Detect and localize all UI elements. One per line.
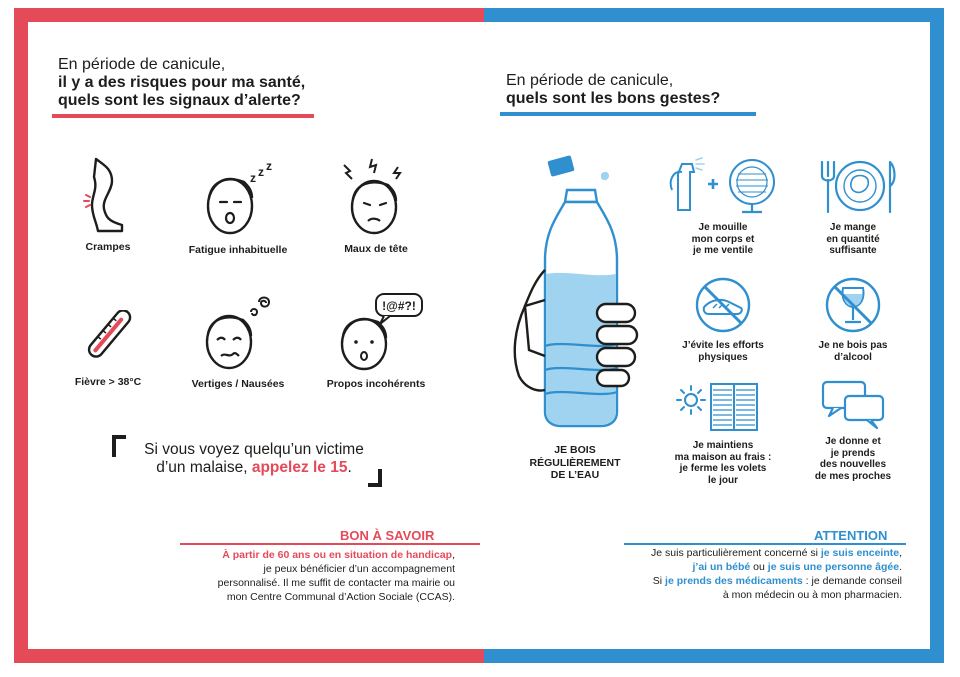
symptom-fatigue	[178, 160, 298, 256]
gesture-line: je prends	[830, 447, 876, 459]
gesture-line: physiques	[698, 351, 748, 363]
gesture-label	[668, 222, 778, 257]
left-heading-line2: il y a des risques pour ma santé,	[58, 74, 306, 91]
left-heading-line1: En période de canicule,	[58, 56, 226, 73]
symptom-label: Fièvre > 38°C	[74, 376, 142, 388]
gesture-no-alcohol	[798, 276, 908, 363]
quote-text	[134, 441, 374, 477]
gesture-line: je ferme les volets	[679, 463, 767, 474]
gesture-line: Je mouille	[698, 222, 748, 233]
gesture-line: Je donne et	[825, 436, 881, 447]
thermometer-icon	[68, 310, 148, 370]
gesture-keep-in-touch	[798, 378, 908, 482]
attention-period: .	[899, 561, 902, 573]
gesture-label	[668, 340, 778, 363]
gesture-line: Je mange	[829, 222, 877, 233]
gesture-label	[668, 440, 778, 486]
chat-bubbles-icon	[813, 378, 893, 430]
right-heading-line2: quels sont les bons gestes?	[506, 90, 721, 107]
gesture-line: Je ne bois pas	[818, 340, 888, 351]
right-heading-line1: En période de canicule,	[506, 72, 674, 89]
attention-pregnant: je suis enceinte	[820, 547, 900, 559]
quote-line1: Si vous voyez quelqu’un victime	[144, 441, 364, 458]
attention-rule	[624, 543, 906, 545]
no-running-icon	[691, 276, 755, 334]
gesture-line: en quantité	[826, 233, 880, 245]
symptom-headache	[316, 155, 436, 255]
gesture-label	[798, 222, 908, 257]
attention-line1: Je suis particulièrement concerné si	[651, 547, 821, 559]
symptom-label: Crampes	[85, 241, 131, 253]
no-alcohol-icon	[821, 276, 885, 334]
bon-a-savoir-comma: ,	[452, 549, 455, 561]
left-heading	[58, 56, 305, 110]
right-heading	[506, 72, 720, 108]
symptom-confused	[316, 290, 436, 390]
dizzy-face-icon	[193, 290, 283, 372]
symptom-label: Maux de tête	[344, 243, 408, 255]
spray-fan-icon	[668, 150, 788, 216]
quote-end: .	[347, 459, 352, 476]
bottle-label	[520, 444, 630, 482]
sun-shutters-icon	[673, 382, 773, 434]
gesture-line: des nouvelles	[819, 459, 887, 470]
confused-face-icon	[326, 290, 426, 372]
gesture-eat	[798, 158, 908, 257]
bon-a-savoir-line4: mon Centre Communal d’Action Sociale (CCAS).	[226, 591, 455, 603]
bon-a-savoir-rule	[180, 543, 480, 545]
attention-elderly: je suis une personne âgée	[767, 561, 900, 573]
gesture-line: Je maintiens	[692, 440, 754, 451]
attention-advice: : je demande conseil	[802, 575, 902, 587]
symptom-label: Propos incohérents	[326, 378, 426, 390]
gesture-line: J’évite les efforts	[682, 340, 764, 351]
quote-call-15: appelez le 15	[251, 459, 348, 476]
gesture-line: d’alcool	[834, 351, 872, 363]
svg-text:z: z	[250, 171, 256, 185]
attention-medication: je prends des médicaments	[665, 575, 803, 587]
attention-text	[606, 546, 902, 602]
attention-comma: ,	[899, 547, 902, 559]
gesture-line: je me ventile	[692, 245, 754, 256]
svg-text:z: z	[266, 160, 272, 173]
bon-a-savoir-bold: À partir de 60 ans ou en situation de handicap	[222, 549, 453, 561]
sleepy-face-icon	[198, 160, 278, 238]
left-heading-underline	[52, 114, 314, 118]
gesture-line: de mes proches	[814, 470, 892, 482]
symptom-fever	[48, 310, 168, 388]
bottle-label-line1: JE BOIS	[554, 444, 596, 456]
gesture-wet-ventilate	[668, 150, 778, 257]
bottle-label-line3: DE L’EAU	[550, 469, 600, 481]
right-heading-underline	[500, 112, 756, 116]
svg-text:z: z	[258, 165, 264, 179]
attention-line4: à mon médecin ou à mon pharmacien.	[722, 589, 902, 601]
quote-corner-top-left	[112, 435, 126, 457]
plate-icon	[808, 158, 898, 216]
gesture-line: suffisante	[829, 245, 877, 256]
gesture-line: le jour	[707, 474, 738, 486]
gesture-keep-cool	[668, 382, 778, 486]
symptom-cramps	[48, 155, 168, 253]
bottle-label-line2: RÉGULIÈREMENT	[529, 456, 621, 469]
quote-line2: d’un malaise,	[156, 459, 248, 476]
emergency-quote	[112, 435, 382, 487]
confused-bubble-text: !@#?!	[382, 299, 416, 313]
bon-a-savoir-text	[180, 548, 455, 604]
bon-a-savoir-line2: je peux bénéficier d’un accompagnement	[263, 563, 455, 575]
bon-a-savoir-title: BON À SAVOIR	[340, 528, 435, 543]
symptom-label: Vertiges / Nausées	[191, 378, 285, 390]
attention-baby: j’ai un bébé	[692, 561, 751, 573]
leg-icon	[78, 155, 138, 235]
water-bottle-icon	[505, 150, 650, 435]
attention-title: ATTENTION	[814, 528, 888, 543]
gesture-line: ma maison au frais :	[674, 451, 772, 463]
gesture-avoid-effort	[668, 276, 778, 363]
symptom-label: Fatigue inhabituelle	[188, 244, 288, 256]
symptom-dizzy	[178, 290, 298, 390]
attention-if: Si	[652, 575, 666, 587]
gesture-line: mon corps et	[691, 233, 755, 245]
gesture-label	[798, 340, 908, 363]
gesture-label	[798, 436, 908, 482]
left-heading-line3: quels sont les signaux d’alerte?	[58, 92, 301, 109]
bon-a-savoir-line3: personnalisé. Il me suffit de contacter ma mairie ou	[217, 577, 455, 589]
attention-or: ou	[750, 561, 768, 573]
headache-face-icon	[336, 155, 416, 237]
